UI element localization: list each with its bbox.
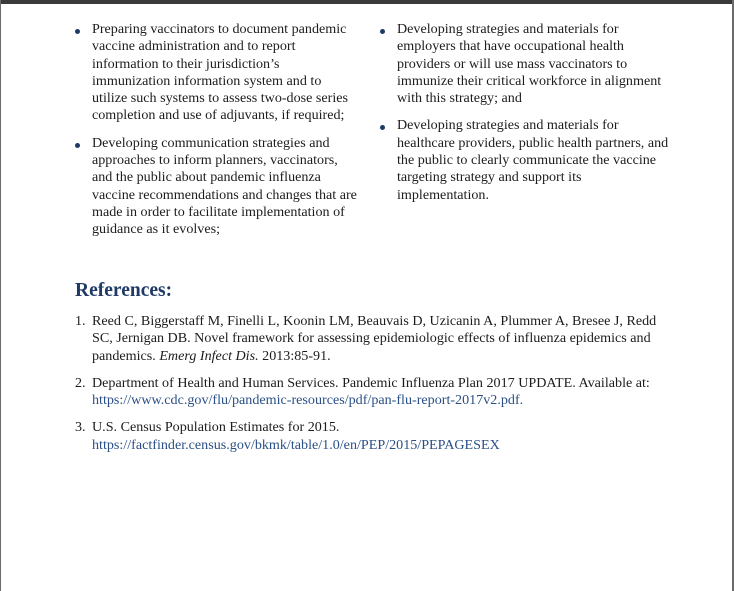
reference-link[interactable]: https://www.cdc.gov/flu/pandemic-resources/pdf/pan-flu-report-2017v2.pdf. [92, 392, 524, 409]
reference-link[interactable]: https://factfinder.census.gov/bkmk/table/1.0/en/PEP/2015/PEPAGESEX [92, 436, 500, 453]
bullet-text: Preparing vaccinators to document pandemic vaccine administration and to report information to their jurisdiction’s immunization information system and to utilize such systems to assess two-dose series completion and use of adjuvants, if required; [92, 21, 348, 124]
references-list [75, 313, 675, 464]
references-heading: References: [75, 280, 173, 301]
list-item [380, 21, 670, 107]
reference-number: 2. [75, 374, 86, 391]
reference-item [75, 313, 675, 365]
bullet-icon [75, 29, 80, 34]
reference-text: Reed C, Biggerstaff M, Finelli L, Koonin LM, Beauvais D, Uzicanin A, Plummer A, Bresee J, Redd SC, Jernigan DB. Novel framework for assessing epidemiologic effects of influenza epidemics and pandemics. [92, 313, 657, 364]
reference-item [75, 375, 675, 410]
bullet-icon [380, 29, 385, 34]
list-item [75, 21, 360, 125]
reference-text: U.S. Census Population Estimates for 2015. [92, 419, 340, 436]
reference-number: 3. [75, 419, 86, 436]
viewer-left-border [0, 0, 1, 591]
bullet-icon [380, 125, 385, 130]
bullet-text: Developing strategies and materials for employers that have occupational health providers or will use mass vaccinators to immunize their critical workforce in alignment with this strategy; and [397, 21, 662, 107]
list-item [380, 117, 670, 203]
reference-journal: Emerg Infect Dis. [159, 347, 259, 364]
left-column [75, 21, 360, 249]
reference-text: Department of Health and Human Services. Pandemic Influenza Plan 2017 UPDATE. Available at: [92, 374, 650, 391]
bullet-text: Developing strategies and materials for healthcare providers, public health partners, and the public to clearly communicate the vaccine targeting strategy and support its implementation. [397, 117, 669, 203]
list-item [75, 135, 360, 239]
bullet-text: Developing communication strategies and approaches to inform planners, vaccinators, and the public about pandemic influenza vaccine recommendations and changes that are made in order to facilitate implementation of guidance as it evolves; [92, 134, 357, 238]
bullet-icon [75, 143, 80, 148]
left-bullet-list [75, 21, 360, 239]
right-column [380, 21, 670, 214]
right-bullet-list [380, 21, 670, 204]
viewer-top-border [0, 0, 734, 4]
reference-item [75, 419, 675, 454]
reference-suffix: 2013:85-91. [262, 347, 331, 364]
reference-number: 1. [75, 313, 86, 329]
